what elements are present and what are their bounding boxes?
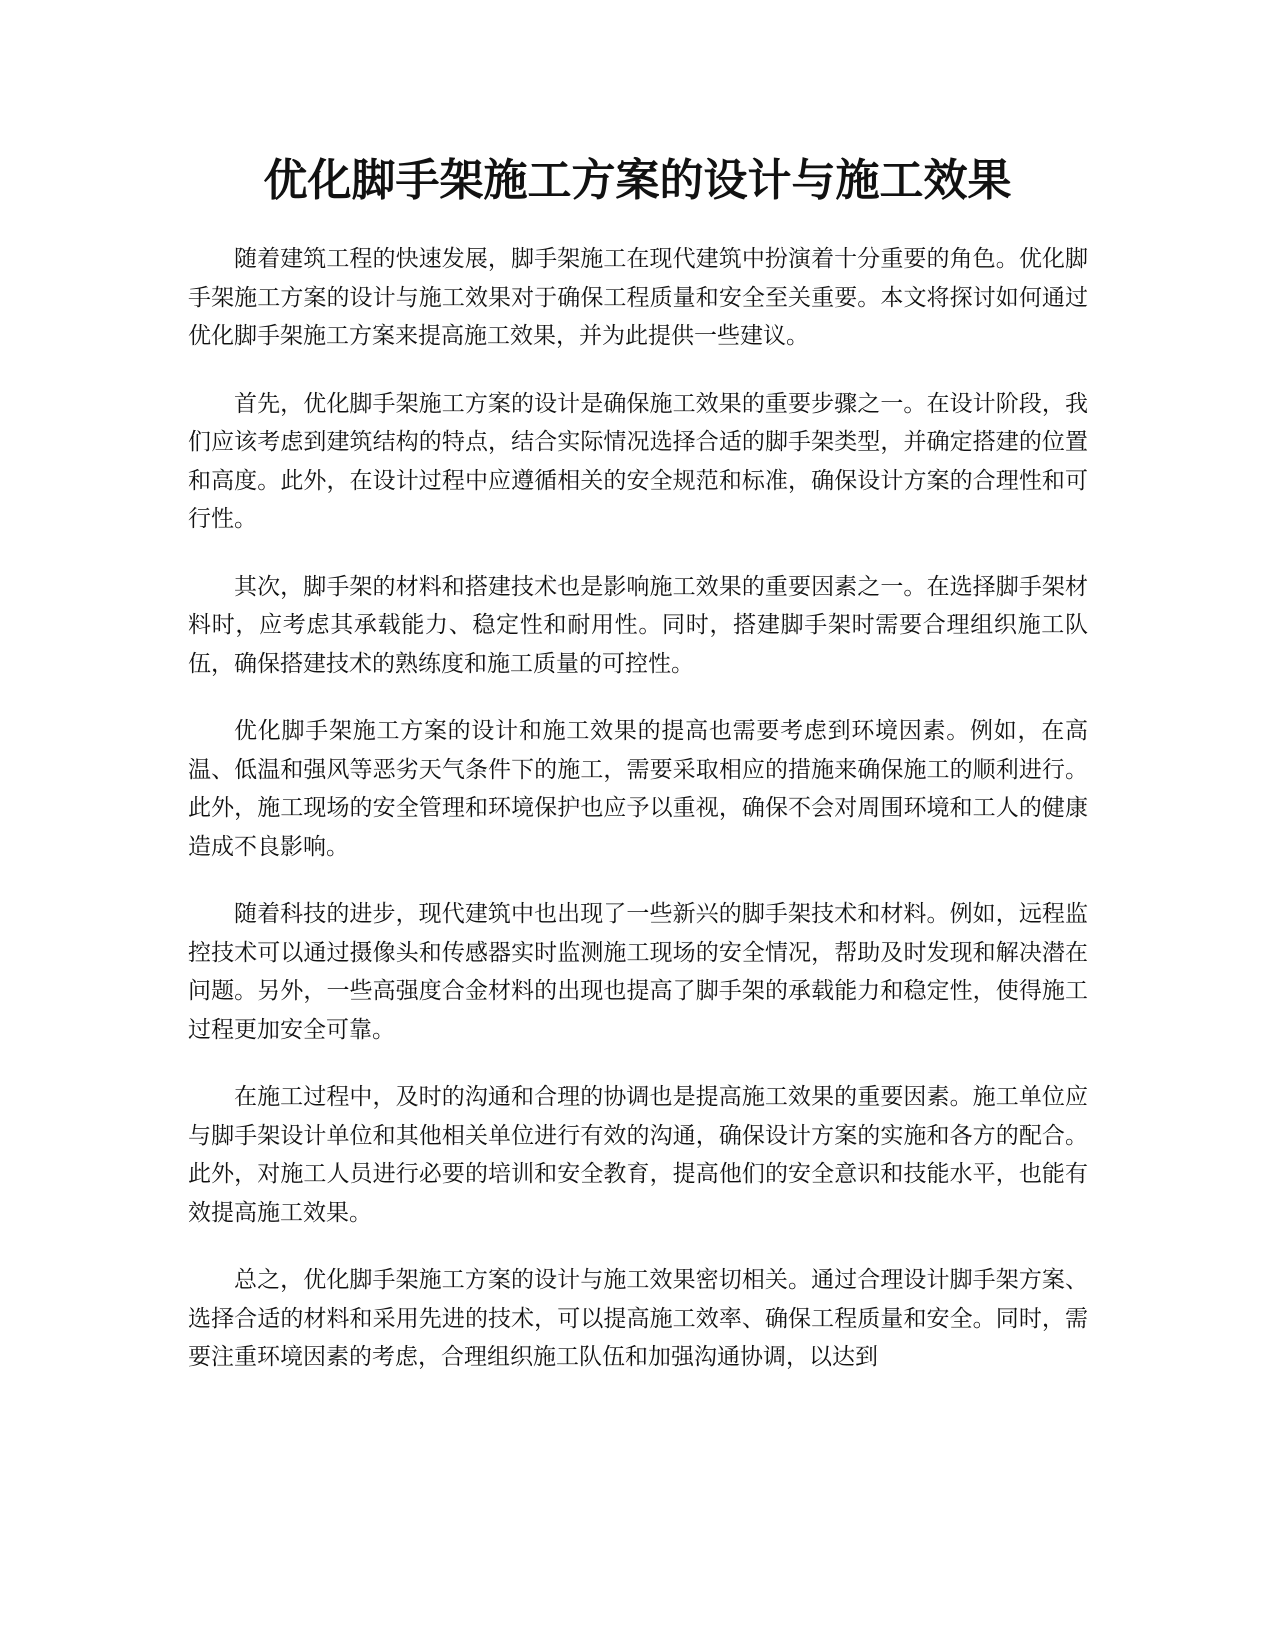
paragraph-technology: 随着科技的进步，现代建筑中也出现了一些新兴的脚手架技术和材料。例如，远程监控技术可以通过摄像头和传感器实时监测施工现场的安全情况，帮助及时发现和解决潜在问题。另外，一些高强度合金材料的出现也提高了脚手架的承载能力和稳定性，使得施工过程更加安全可靠。 [188,901,1088,1043]
document-title: 优化脚手架施工方案的设计与施工效果 [263,155,1012,206]
paragraph-communication: 在施工过程中，及时的沟通和合理的协调也是提高施工效果的重要因素。施工单位应与脚手架设计单位和其他相关单位进行有效的沟通，确保设计方案的实施和各方的配合。此外，对施工人员进行必要的培训和安全教育，提高他们的安全意识和技能水平，也能有效提高施工效果。 [188,1084,1088,1226]
paragraph-intro: 随着建筑工程的快速发展，脚手架施工在现代建筑中扮演着十分重要的角色。优化脚手架施工方案的设计与施工效果对于确保工程质量和安全至关重要。本文将探讨如何通过优化脚手架施工方案来提高施工效果，并为此提供一些建议。 [188,246,1088,349]
document-body [188,240,1088,1406]
paragraph-environment: 优化脚手架施工方案的设计和施工效果的提高也需要考虑到环境因素。例如，在高温、低温和强风等恶劣天气条件下的施工，需要采取相应的措施来确保施工的顺利进行。此外，施工现场的安全管理和环境保护也应予以重视，确保不会对周围环境和工人的健康造成不良影响。 [188,718,1088,860]
paragraph-design: 首先，优化脚手架施工方案的设计是确保施工效果的重要步骤之一。在设计阶段，我们应该考虑到建筑结构的特点，结合实际情况选择合适的脚手架类型，并确定搭建的位置和高度。此外，在设计过程中应遵循相关的安全规范和标准，确保设计方案的合理性和可行性。 [188,390,1088,532]
paragraph-conclusion: 总之，优化脚手架施工方案的设计与施工效果密切相关。通过合理设计脚手架方案、选择合适的材料和采用先进的技术，可以提高施工效率、确保工程质量和安全。同时，需要注重环境因素的考虑，合理组织施工队伍和加强沟通协调，以达到 [188,1267,1088,1370]
paragraph-materials: 其次，脚手架的材料和搭建技术也是影响施工效果的重要因素之一。在选择脚手架材料时，应考虑其承载能力、稳定性和耐用性。同时，搭建脚手架时需要合理组织施工队伍，确保搭建技术的熟练度和施工质量的可控性。 [188,573,1088,677]
